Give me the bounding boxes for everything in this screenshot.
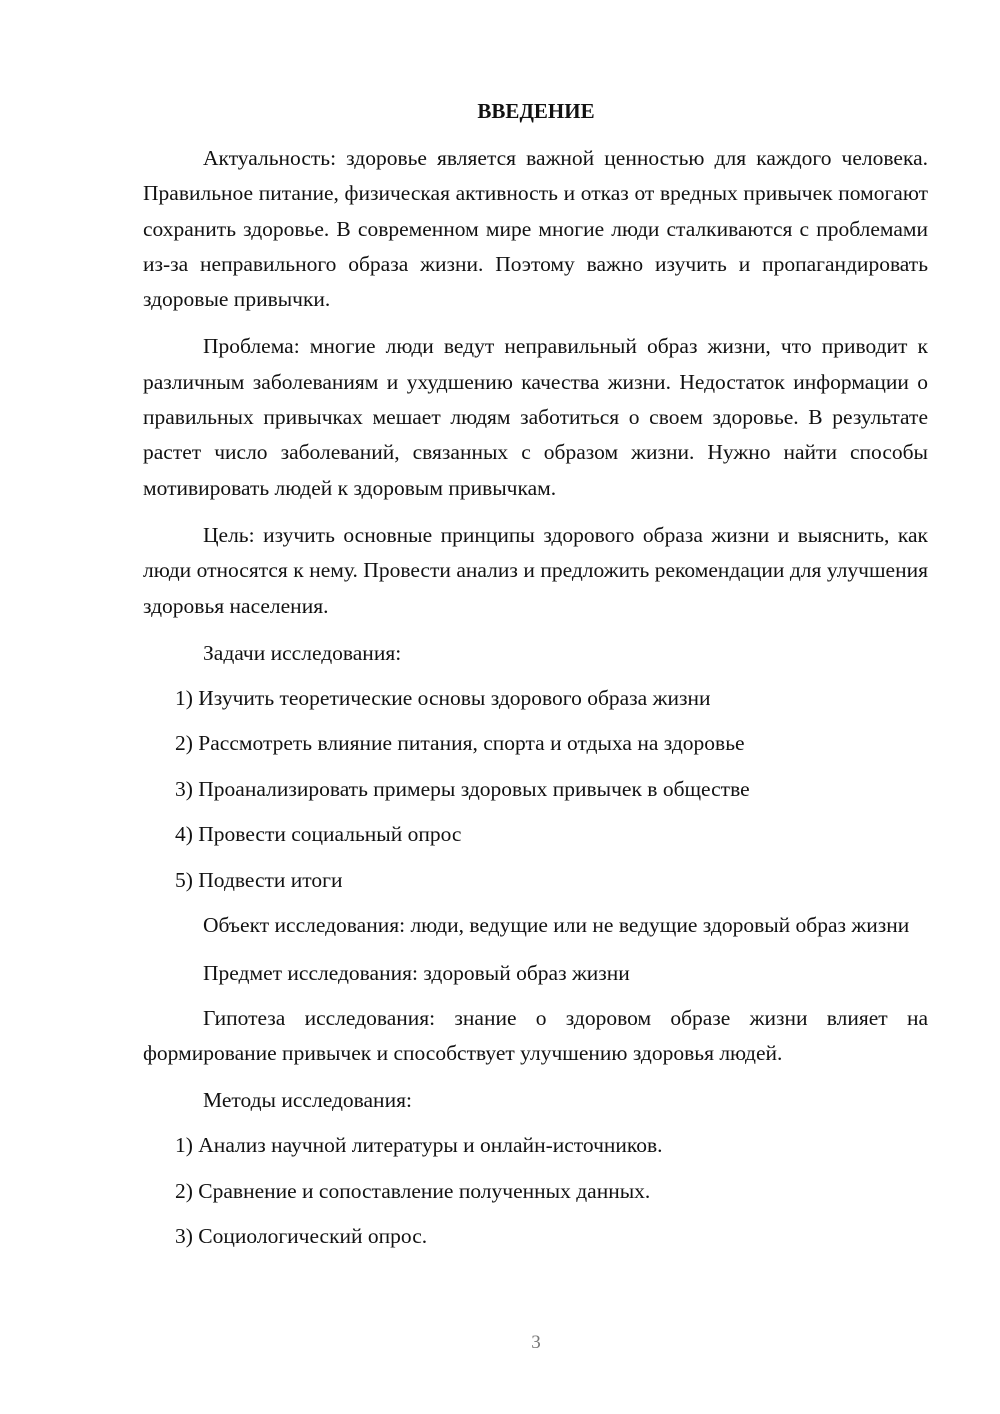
object-paragraph: Объект исследования: люди, ведущие или не ведущие здоровый образ жизни (203, 913, 910, 938)
list-item: 1) Изучить теоретические основы здорового образа жизни (175, 685, 711, 710)
subject-paragraph: Предмет исследования: здоровый образ жизни (203, 960, 630, 985)
methods-list (143, 1128, 928, 1255)
list-item: 3) Проанализировать примеры здоровых привычек в обществе (175, 776, 750, 801)
methods-heading: Методы исследования: (203, 1088, 412, 1113)
list-item: 3) Социологический опрос. (175, 1224, 428, 1249)
hypothesis-paragraph: Гипотеза исследования: знание о здоровом образе жизни влияет на формирование привычек и способствует улучшению здоровья людей. (143, 1005, 928, 1065)
list-item: 1) Анализ научной литературы и онлайн-источников. (175, 1133, 663, 1158)
document-body (143, 141, 928, 1265)
tasks-list (143, 681, 928, 899)
tasks-heading: Задачи исследования: (203, 640, 402, 665)
problem-paragraph: Проблема: многие люди ведут неправильный образ жизни, что приводит к различным заболеваниям и ухудшению качества жизни. Недостаток информации о правильных привычках мешает людям заботиться о своем здоровье. В результате растет число заболеваний, связанных с образом жизни. Нужно найти способы мотивировать людей к здоровым привычкам. (143, 334, 928, 500)
goal-paragraph: Цель: изучить основные принципы здорового образа жизни и выяснить, как люди относятся к нему. Провести анализ и предложить рекомендации для улучшения здоровья населения. (143, 522, 928, 618)
page-title: ВВЕДЕНИЕ (477, 99, 595, 123)
list-item: 4) Провести социальный опрос (175, 822, 462, 847)
relevance-paragraph: Актуальность: здоровье является важной ценностью для каждого человека. Правильное питание, физическая активность и отказ от вредных привычек помогают сохранить здоровье. В современном мире многие люди сталкиваются с проблемами из-за неправильного образа жизни. Поэтому важно изучить и пропагандировать здоровые привычки. (143, 146, 928, 312)
list-item: 2) Рассмотреть влияние питания, спорта и отдыха на здоровье (175, 731, 745, 756)
page-number: 3 (531, 1332, 541, 1353)
list-item: 2) Сравнение и сопоставление полученных данных. (175, 1178, 651, 1203)
list-item: 5) Подвести итоги (175, 867, 343, 892)
